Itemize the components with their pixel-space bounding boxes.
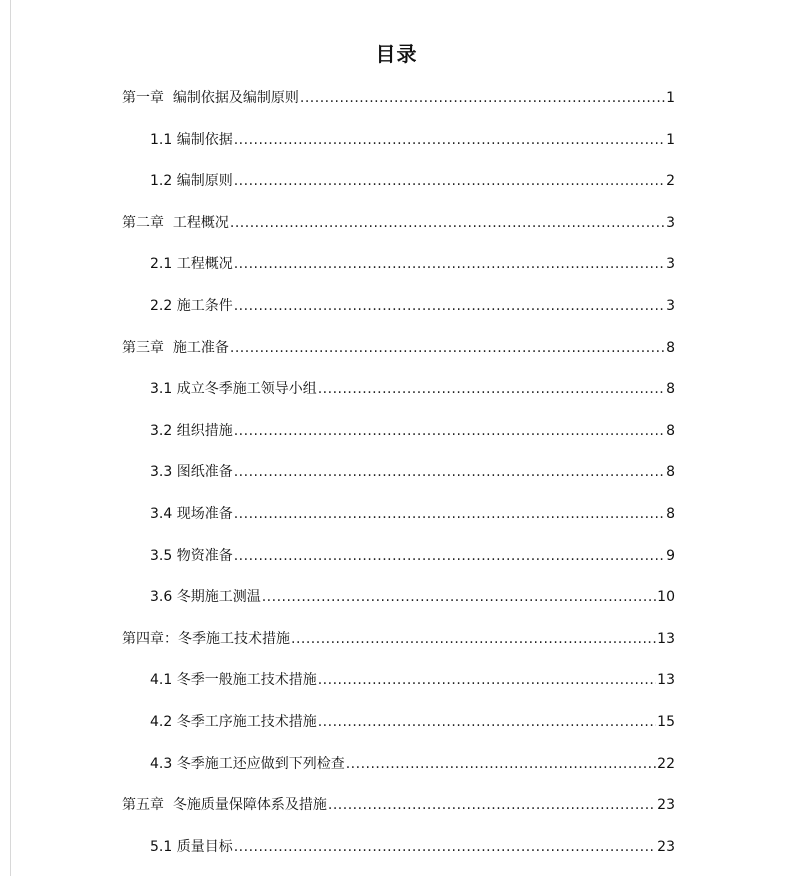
toc-section-entry[interactable]: [150, 504, 675, 524]
toc-section-entry[interactable]: [150, 546, 675, 566]
toc-page-number: 8: [666, 339, 675, 356]
toc-page-number: 1: [666, 131, 675, 148]
toc-dot-leader: [230, 338, 665, 358]
toc-dot-leader: [234, 296, 665, 316]
toc-entry-label: 第五章 冬施质量保障体系及措施: [122, 797, 327, 814]
toc-page-number: 8: [666, 422, 675, 439]
toc-dot-leader: [318, 670, 656, 690]
toc-entry-label: 1.1 编制依据: [150, 131, 233, 148]
toc-section-entry[interactable]: [150, 754, 675, 774]
toc-dot-leader: [346, 754, 656, 774]
toc-section-entry[interactable]: [150, 254, 675, 274]
toc-dot-leader: [234, 421, 665, 441]
toc-entry-label: 4.3 冬季施工还应做到下列检查: [150, 755, 345, 772]
toc-page-number: 15: [657, 714, 675, 730]
toc-section-entry[interactable]: [150, 837, 675, 857]
toc-dot-leader: [230, 213, 665, 233]
toc-section-entry[interactable]: [150, 379, 675, 399]
toc-entry-label: 3.1 成立冬季施工领导小组: [150, 381, 317, 398]
toc-dot-leader: [291, 629, 656, 649]
toc-entry-label: 4.2 冬季工序施工技术措施: [150, 714, 317, 730]
toc-dot-leader: [262, 587, 656, 607]
toc-page-number: 23: [657, 797, 675, 814]
toc-chapter-entry[interactable]: [122, 795, 675, 815]
toc-dot-leader: [328, 795, 656, 815]
toc-page-number: 3: [666, 214, 675, 231]
toc-section-entry[interactable]: [150, 130, 675, 150]
toc-page-number: 8: [666, 381, 675, 398]
toc-chapter-entry[interactable]: [122, 629, 675, 649]
toc-entry-label: 5.1 质量目标: [150, 838, 233, 855]
toc-dot-leader: [234, 546, 665, 566]
toc-dot-leader: [234, 462, 665, 482]
toc-section-entry[interactable]: [150, 296, 675, 316]
toc-entry-label: 3.4 现场准备: [150, 506, 233, 522]
toc-entry-label: 4.1 冬季一般施工技术措施: [150, 672, 317, 689]
toc-dot-leader: [234, 171, 665, 191]
toc-page-number: 3: [666, 256, 675, 273]
toc-dot-leader: [234, 504, 665, 524]
toc-entry-label: 3.5 物资准备: [150, 547, 233, 564]
toc-section-entry[interactable]: [150, 587, 675, 607]
toc-page-number: 3: [666, 298, 675, 314]
toc-dot-leader: [234, 254, 665, 274]
toc-chapter-entry[interactable]: [122, 213, 675, 233]
toc-section-entry[interactable]: [150, 712, 675, 732]
page-left-edge: [10, 0, 11, 876]
toc-dot-leader: [300, 88, 665, 108]
toc-entry-label: 第四章：冬季施工技术措施: [122, 630, 290, 647]
toc-entry-label: 第三章 施工准备: [122, 339, 229, 356]
toc-page-number: 13: [657, 630, 675, 647]
toc-entry-label: 3.3 图纸准备: [150, 464, 233, 481]
toc-chapter-entry[interactable]: [122, 338, 675, 358]
toc-page-number: 8: [666, 464, 675, 481]
toc-entry-label: 2.2 施工条件: [150, 298, 233, 314]
toc-page-number: 9: [666, 547, 675, 564]
toc-title: 目录: [375, 42, 418, 66]
toc-entry-label: 3.2 组织措施: [150, 422, 233, 439]
toc-entry-label: 2.1 工程概况: [150, 256, 233, 273]
toc-page-number: 13: [657, 672, 675, 689]
toc-entry-label: 1.2 编制原则: [150, 173, 233, 190]
toc-section-entry[interactable]: [150, 171, 675, 191]
toc-page-number: 10: [657, 589, 675, 606]
toc-section-entry[interactable]: [150, 670, 675, 690]
toc-page-number: 8: [666, 506, 675, 522]
toc-dot-leader: [318, 712, 656, 732]
toc-entry-label: 3.6 冬期施工测温: [150, 589, 261, 606]
toc-page-number: 1: [666, 90, 675, 106]
toc-section-entry[interactable]: [150, 421, 675, 441]
toc-page-number: 23: [657, 838, 675, 855]
toc-dot-leader: [318, 379, 665, 399]
toc-page-number: 22: [657, 755, 675, 772]
toc-entry-label: 第二章 工程概况: [122, 214, 229, 231]
toc-chapter-entry[interactable]: [122, 88, 675, 108]
toc-entry-label: 第一章 编制依据及编制原则: [122, 90, 299, 106]
toc-dot-leader: [234, 837, 656, 857]
toc-dot-leader: [234, 130, 665, 150]
toc-page-number: 2: [666, 173, 675, 190]
toc-section-entry[interactable]: [150, 462, 675, 482]
